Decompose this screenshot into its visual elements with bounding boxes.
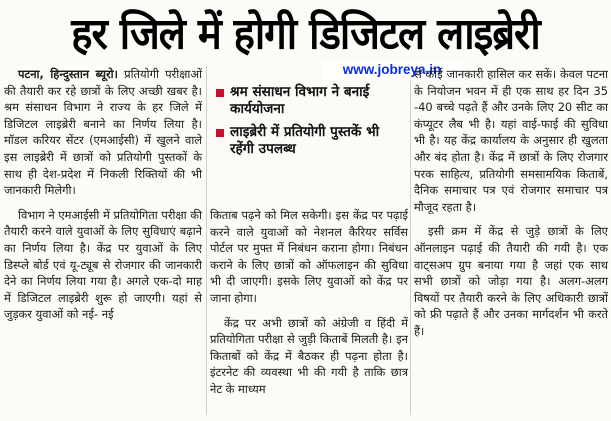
watermark-link[interactable]: www.jobreya.in	[322, 62, 462, 80]
highlight-text: श्रम संसाधन विभाग ने बनाई कार्ययोजना	[230, 84, 370, 117]
highlight-item	[214, 124, 406, 158]
article-column-1	[4, 66, 202, 415]
paragraph: इसी क्रम में केंद्र से जुड़े छात्रों के लिए ऑनलाइन पढ़ाई की तैयारी की गयी है। एक वाट्सअप ग्रुप बनाया गया है जहां एक साथ सभी छात्रों को जोड़ा गया है। अलग-अलग विषयों पर तैयारी करने के लिए अधिकारी छात्रों को फ्री पढ़ाते हैं और उनका मार्गदर्शन भी करते हैं।	[414, 224, 608, 338]
highlight-item	[214, 84, 406, 118]
highlight-box	[214, 84, 406, 202]
square-bullet-icon	[216, 89, 224, 97]
square-bullet-icon	[216, 129, 224, 137]
column-divider	[206, 66, 207, 415]
highlight-text: लाइब्रेरी में प्रतियोगी पुस्तकें भी रहेंगी उपलब्ध	[230, 124, 380, 157]
dateline: पटना, हिन्दुस्तान ब्यूरो।	[18, 67, 118, 81]
headline: हर जिले में होगी डिजिटल लाइब्रेरी	[71, 8, 540, 59]
paragraph: केंद्र पर अभी छात्रों को अंग्रेजी व हिंदी में प्रतियोगिता परीक्षा से जुड़ी किताबें मिलती है। इन किताबों को केंद्र में बैठकर ही पढ़ना होता है। इंटरनेट की व्यवस्था भी की गयी है ताकि छात्र नेट के माध्यम	[210, 315, 408, 396]
article-column-2	[210, 207, 408, 398]
paragraph: से कोई जानकारी हासिल कर सकें। केवल पटना के नियोजन भवन में ही एक साथ हर दिन 35 -40 बच्चे पढ़ते हैं और उनके लिए 20 सीट का कंप्यूटर लैब भी है। यहां वाई-फाई की सुविधा भी है। यह केंद्र कार्यालय के अनुसार ही खुलता और बंद होता है। केंद्र में छात्रों के लिए रोजगार परक साहित्य, प्रतियोगी समसामयिक किताबें, दैनिक समाचार पत्र एवं रोजगार समाचार पत्र मौजूद रहता है।	[414, 67, 608, 214]
paragraph-text: प्रतियोगी परीक्षाओं की तैयारी कर रहे छात्रों के लिए अच्छी खबर है। श्रम संसाधन विभाग ने राज्य के हर जिले में डिजिटल लाइब्रेरी बनाने का निर्णय लिया है। मॉडल करियर सेंटर (एमआईसी) में खुलने वाले इस लाइब्रेरी में छात्रों को प्रतियोगी पुस्तकों के साथ ही देश-प्रदेश में निकली रिक्तियों की भी जानकारी मिलेगी।	[4, 67, 202, 198]
paragraph: किताब पढ़ने को मिल सकेगी। इस केंद्र पर पढ़ाई करने वाले युवाओं को नेशनल कैरियर सर्विस पोर्टल पर मुफ्त में निबंधन कराना होगा। निबंधन कराने के लिए छात्रों को ऑफलाइन की सुविधा भी दी जाएगी। इसके लिए युवाओं को केंद्र पर जाना होगा।	[210, 208, 408, 305]
column-divider	[410, 66, 411, 415]
paragraph	[4, 66, 202, 199]
paragraph: विभाग ने एमआईसी में प्रतियोगिता परीक्षा की तैयारी करने वाले युवाओं के लिए सुविधाएं बढ़ाने का निर्णय लिया है। केंद्र पर युवाओं के लिए डिस्प्ले बोर्ड एवं यू-ट्यूब से रोजगार की जानकारी देने का निर्णय लिया गया है। अगले एक-दो माह में डिजिटल लाइब्रेरी शुरू हो जाएगी। यहां से जुड़कर युवाओं को नई- नई	[4, 207, 202, 322]
article-column-3	[414, 66, 608, 415]
